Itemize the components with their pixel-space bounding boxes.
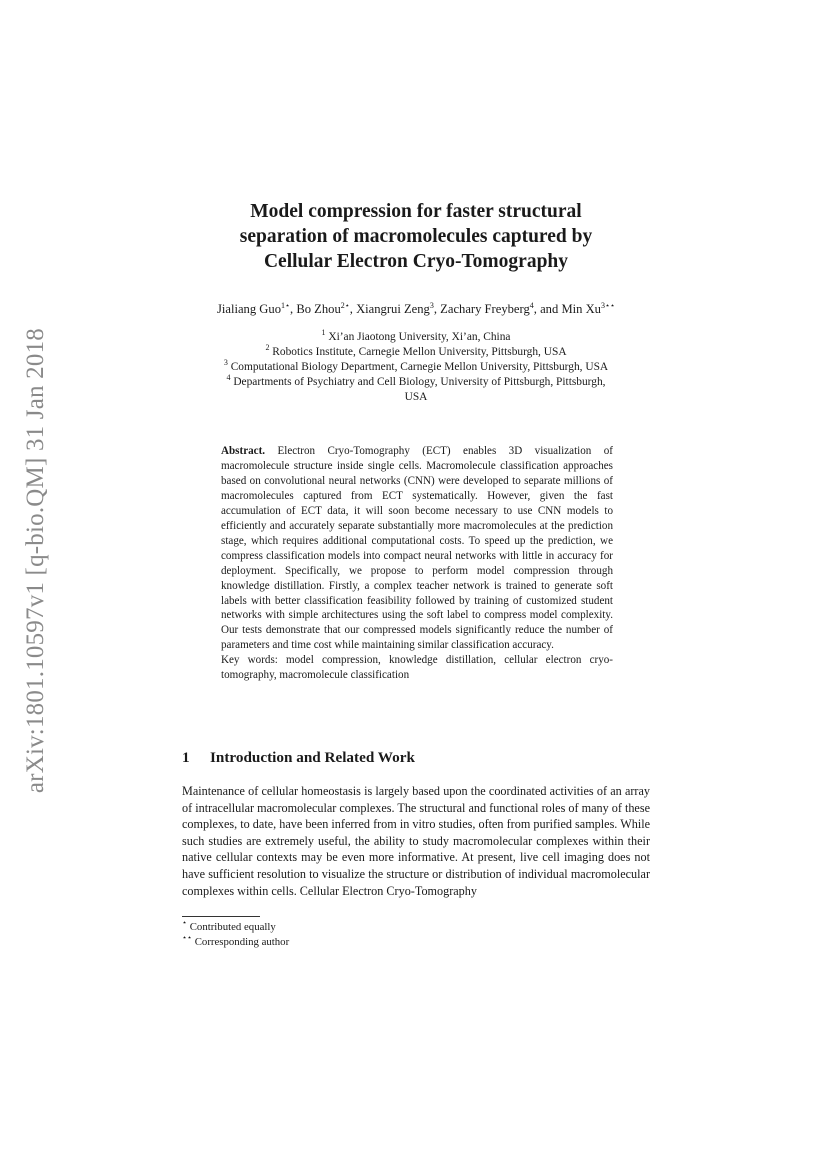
arxiv-side-stamp: [14, 296, 58, 826]
section-number: 1: [182, 749, 190, 766]
author-affiliation-mark: 2⋆: [340, 301, 350, 310]
intro-paragraph: Maintenance of cellular homeostasis is largely based upon the coordinated activities of an array of intracellular macromolecular complexes. The structural and functional roles of many of these complexes, to date, have been inferred from in vitro studies, often from purified samples. While such studies are extremely useful, the ability to study macromolecular complexes within their native cellular contexts may be even more informative. At present, live cell imaging does not have sufficient resolution to visualize the structure or distribution of individual macromolecular complexes within cells. Cellular Electron Cryo-Tomography: [182, 784, 650, 898]
author-name: Min Xu: [561, 302, 601, 316]
affiliation-text: Departments of Psychiatry and Cell Biology, University of Pittsburgh, Pittsburgh,: [233, 376, 606, 388]
title-line: Model compression for faster structural: [250, 201, 582, 222]
author-affiliation-mark: 1⋆: [281, 301, 291, 310]
paper-title: [182, 199, 650, 274]
section-title: Introduction and Related Work: [210, 749, 415, 766]
author-name: Bo Zhou: [296, 302, 341, 316]
title-line: Cellular Electron Cryo-Tomography: [263, 251, 569, 272]
affiliation: [182, 375, 650, 390]
footnote-mark: ⋆⋆: [182, 933, 193, 942]
affiliation-text: Robotics Institute, Carnegie Mellon University, Pittsburgh, USA: [272, 346, 567, 358]
affiliation-continuation: USA: [404, 391, 428, 403]
author-name: Zachary Freyberg: [440, 302, 530, 316]
author-affiliation-mark: 3: [429, 301, 434, 310]
footnote: [182, 935, 289, 950]
affiliation: [182, 360, 650, 375]
affiliation-number: 4: [226, 373, 231, 382]
author-affiliation-mark: 3⋆⋆: [600, 301, 615, 310]
affiliation-text: Computational Biology Department, Carnegie Mellon University, Pittsburgh, USA: [230, 361, 609, 373]
keywords: Key words: model compression, knowledge distillation, cellular electron cryo-tomography, macromolecule classification: [221, 654, 613, 682]
affiliation-number: 3: [223, 358, 228, 367]
title-line: separation of macromolecules captured by: [239, 226, 593, 247]
affiliation-number: 2: [265, 343, 270, 352]
footnote-text: Contributed equally: [189, 921, 276, 933]
abstract-text: Electron Cryo-Tomography (ECT) enables 3D visualization of macromolecule structure inside single cells. Macromolecule classification approaches based on convolutional neural networks (CNN) were developed to separate millions of macromolecules captured from ECT systematically. However, given the fast accumulation of ECT data, it will soon become necessary to use CNN models to efficiently and accurately separate substantially more macromolecules at the prediction stage, which requires additional computational costs. To speed up the prediction, we compress classification models into compact neural networks with little in accuracy for deployment. Specifically, we propose to perform model compression through knowledge distillation. Firstly, a complex teacher network is trained to generate soft labels with better classification feasibility followed by training of customized student networks with simple architectures using the soft label to compress model complexity. Our tests demonstrate that our compressed models significantly reduce the number of parameters and time cost while maintaining similar classification accuracy.: [221, 445, 613, 652]
author-name: Jialiang Guo: [216, 302, 281, 316]
section-heading: [182, 749, 415, 767]
author-list: [182, 302, 650, 317]
author-separator: ,: [433, 302, 441, 316]
author-affiliation-mark: 4: [529, 301, 534, 310]
affiliation: [182, 330, 650, 345]
abstract-label: Abstract.: [221, 445, 266, 457]
footnote-divider: [182, 916, 260, 917]
footnote: [182, 920, 289, 935]
abstract-body: [221, 444, 613, 653]
affiliation-number: 1: [321, 328, 326, 337]
author-separator: ,: [290, 302, 297, 316]
affiliation-list: [182, 330, 650, 405]
footnote-mark: ⋆: [182, 918, 188, 927]
footnote-text: Corresponding author: [194, 936, 290, 948]
affiliation-text: Xi’an Jiaotong University, Xi’an, China: [328, 331, 511, 343]
arxiv-identifier: arXiv:1801.10597v1 [q-bio.QM] 31 Jan 2018: [22, 328, 49, 794]
footnotes: [182, 920, 289, 950]
abstract: [221, 444, 613, 683]
author-separator: , and: [533, 302, 562, 316]
author-separator: ,: [349, 302, 357, 316]
author-name: Xiangrui Zeng: [356, 302, 430, 316]
affiliation: [182, 345, 650, 360]
